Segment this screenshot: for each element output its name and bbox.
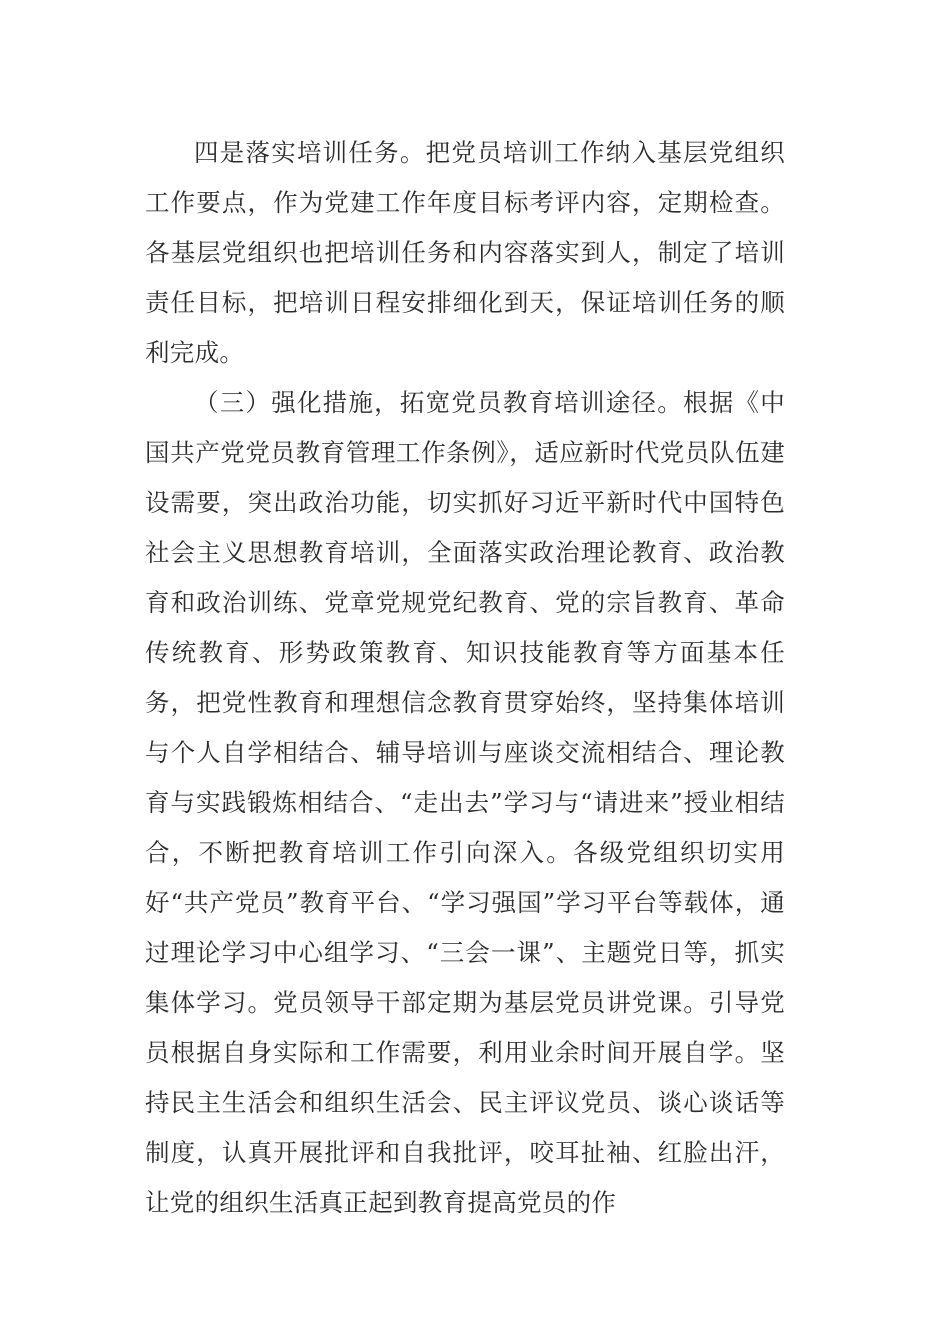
paragraph-implement-training-tasks: 四是落实培训任务。把党员培训工作纳入基层党组织工作要点，作为党建工作年度目标考评内容，定期检查。各基层党组织也把培训任务和内容落实到人，制定了培训责任目标，把培训日程安排细化到天，保证培训任务的顺利完成。 <box>145 138 785 367</box>
paragraph-strengthen-measures: （三）强化措施，拓宽党员教育培训途径。根据《中国共产党党员教育管理工作条例》，适应新时代党员队伍建设需要，突出政治功能，切实抓好习近平新时代中国特色社会主义思想教育培训，全面落实政治理论教育、政治教育和政治训练、党章党规党纪教育、党的宗旨教育、革命传统教育、形势政策教育、知识技能教育等方面基本任务，把党性教育和理想信念教育贯穿始终，坚持集体培训与个人自学相结合、辅导培训与座谈交流相结合、理论教育与实践锻炼相结合、“走出去”学习与“请进来”授业相结合，不断把教育培训工作引向深入。各级党组织切实用好“共产党员”教育平台、“学习强国”学习平台等载体，通过理论学习中心组学习、“三会一课”、主题党日等，抓实集体学习。党员领导干部定期为基层党员讲党课。引导党员根据自身实际和工作需要，利用业余时间开展自学。坚持民主生活会和组织生活会、民主评议党员、谈心谈话等制度，认真开展批评和自我批评，咬耳扯袖、红脸出汗，让党的组织生活真正起到教育提高党员的作 <box>145 388 785 1217</box>
document-body <box>145 128 785 1228</box>
